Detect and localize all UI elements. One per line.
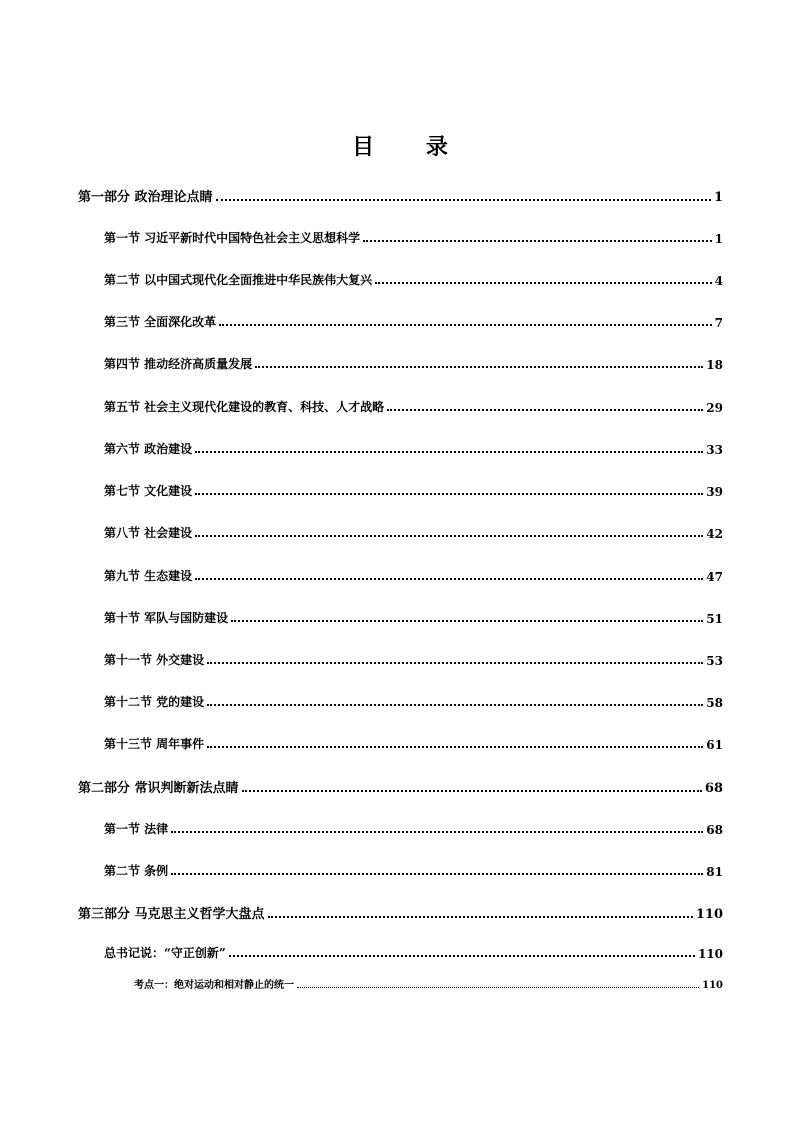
toc-section-1-4[interactable] [104, 355, 723, 372]
toc-section-2-1[interactable] [104, 820, 723, 837]
toc-section-1-8[interactable] [104, 524, 723, 541]
toc-entry-label: 第五节 社会主义现代化建设的教育、科技、人才战略 [104, 400, 385, 414]
toc-section-1-7[interactable] [104, 482, 723, 499]
toc-page-number: 58 [706, 696, 723, 710]
toc-page-number: 33 [706, 443, 723, 457]
toc-entry-label: 第三节 全面深化改革 [104, 315, 217, 329]
dot-leader [207, 662, 703, 664]
toc-page-number: 7 [714, 316, 723, 330]
dot-leader [195, 493, 703, 495]
toc-page-number: 110 [695, 907, 723, 922]
toc-entry-label: 第一节 法律 [104, 822, 169, 836]
toc-page-number: 1 [714, 232, 723, 246]
toc-item-3-1-1[interactable] [134, 976, 723, 991]
toc-section-2-2[interactable] [104, 862, 723, 879]
dot-leader [171, 831, 703, 833]
toc-page-number: 110 [702, 980, 723, 991]
toc-section-1-9[interactable] [104, 567, 723, 584]
dot-leader [375, 282, 711, 284]
toc-section-1-12[interactable] [104, 693, 723, 710]
dot-leader [255, 366, 703, 368]
toc-section-1-13[interactable] [104, 735, 723, 752]
toc-part-2[interactable] [78, 777, 723, 796]
dot-leader [171, 873, 703, 875]
toc-page-number: 68 [706, 823, 723, 837]
toc-part-1[interactable] [78, 186, 723, 205]
toc-entry-label: 第十节 军队与国防建设 [104, 611, 229, 625]
dot-leader [195, 578, 703, 580]
dot-leader [216, 199, 711, 201]
dot-leader [195, 535, 703, 537]
toc-entry-label: 第一部分 政治理论点睛 [78, 190, 213, 205]
page-title: 目 录 [352, 134, 470, 160]
toc-entry-label: 第四节 推动经济高质量发展 [104, 357, 253, 371]
dot-leader [231, 620, 703, 622]
toc-entry-label: 第七节 文化建设 [104, 484, 193, 498]
toc-page-number: 29 [706, 401, 723, 415]
toc-subsection-3-1[interactable] [104, 944, 723, 961]
dot-leader [387, 409, 703, 411]
toc-entry-label: 第十一节 外交建设 [104, 653, 205, 667]
toc-entry-label: 考点一：绝对运动和相对静止的统一 [134, 980, 294, 991]
toc-page-number: 1 [713, 190, 723, 205]
toc-section-1-3[interactable] [104, 313, 723, 330]
dot-leader [268, 916, 693, 918]
dot-leader [242, 790, 702, 792]
toc-entry-label: 第十三节 周年事件 [104, 737, 205, 751]
toc-entry-label: 第六节 政治建设 [104, 442, 193, 456]
dot-leader [363, 240, 711, 242]
toc-page-number: 51 [706, 612, 723, 626]
toc-section-1-10[interactable] [104, 609, 723, 626]
toc-entry-label: 总书记说：“守正创新” [104, 946, 226, 960]
toc-section-1-2[interactable] [104, 271, 723, 288]
toc-page-number: 42 [706, 527, 723, 541]
toc-page-number: 18 [706, 358, 723, 372]
dot-leader [195, 451, 703, 453]
dot-leader [207, 704, 703, 706]
toc-entry-label: 第一节 习近平新时代中国特色社会主义思想科学 [104, 231, 361, 245]
toc-page-number: 68 [704, 781, 723, 796]
toc-entry-label: 第三部分 马克思主义哲学大盘点 [78, 907, 265, 922]
toc-entry-label: 第二部分 常识判断新法点睛 [78, 781, 239, 796]
toc-section-1-5[interactable] [104, 398, 723, 415]
toc-page-number: 61 [706, 738, 723, 752]
toc-entry-label: 第九节 生态建设 [104, 569, 193, 583]
toc-section-1-6[interactable] [104, 440, 723, 457]
dot-leader [219, 324, 711, 326]
dot-leader [229, 955, 695, 957]
toc-entry-label: 第二节 以中国式现代化全面推进中华民族伟大复兴 [104, 273, 373, 287]
dot-leader [297, 987, 699, 988]
toc-section-1-11[interactable] [104, 651, 723, 668]
toc-page-number: 4 [714, 274, 723, 288]
toc-entry-label: 第八节 社会建设 [104, 526, 193, 540]
toc-page-number: 81 [706, 865, 723, 879]
toc-entry-label: 第十二节 党的建设 [104, 695, 205, 709]
toc-section-1-1[interactable] [104, 229, 723, 246]
toc-page-number: 39 [706, 485, 723, 499]
dot-leader [207, 746, 703, 748]
toc-page-number: 110 [697, 947, 723, 961]
toc-entry-label: 第二节 条例 [104, 864, 169, 878]
toc-part-3[interactable] [78, 903, 723, 922]
toc-page-number: 47 [706, 570, 723, 584]
toc-page-number: 53 [706, 654, 723, 668]
